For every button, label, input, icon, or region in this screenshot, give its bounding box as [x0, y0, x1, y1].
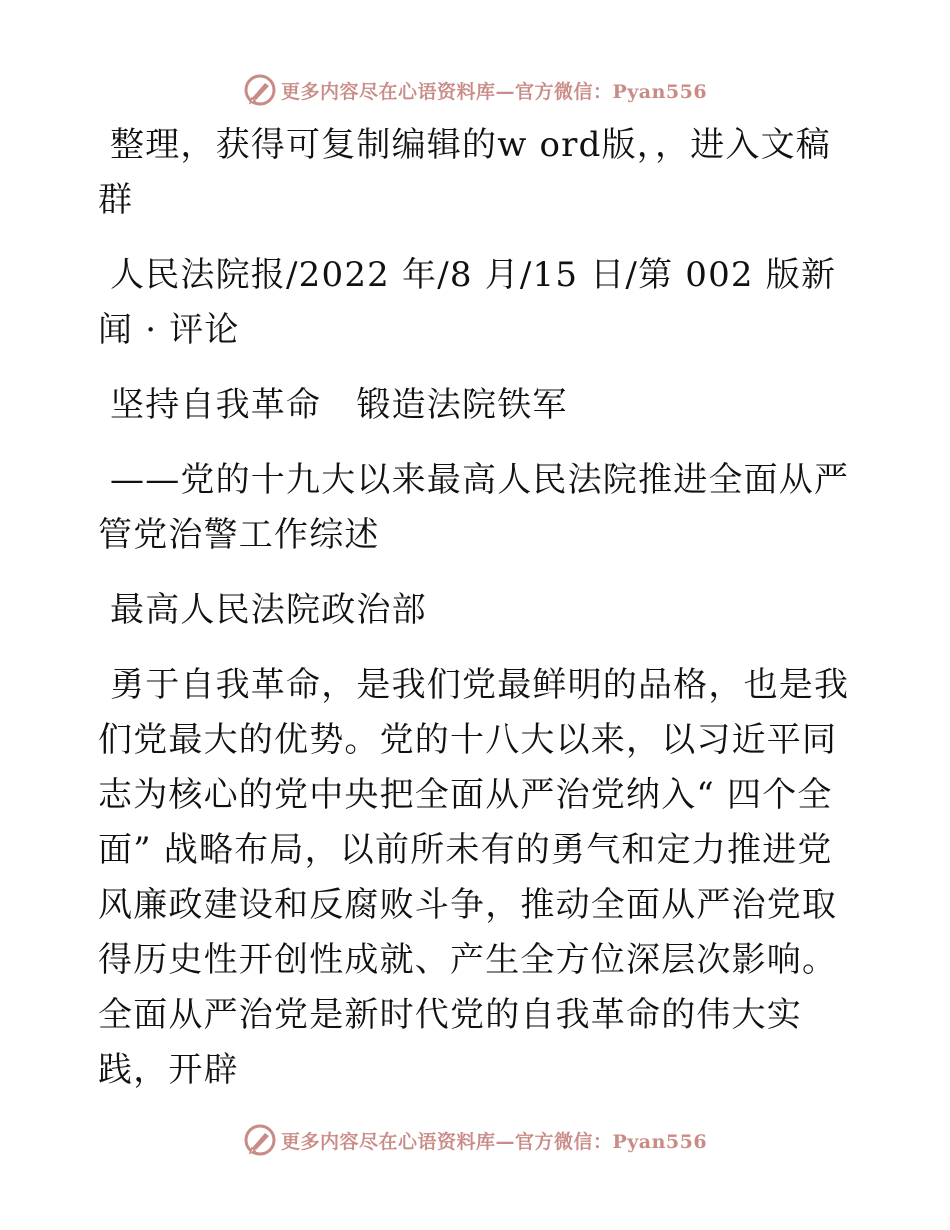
watermark-text: 更多内容尽在心语资料库—官方微信：Pyan556 [280, 1130, 708, 1153]
watermark-text: 更多内容尽在心语资料库—官方微信：Pyan556 [280, 80, 708, 103]
article-subtitle: ——党的十九大以来最高人民法院推进全面从严管党治警工作综述 [98, 460, 850, 555]
intro-note: 整理，获得可复制编辑的w ord版，，进入文稿群 [98, 125, 831, 220]
footer-watermark [0, 1120, 950, 1160]
header-watermark [0, 70, 950, 110]
pen-seal-logo-icon [243, 73, 277, 107]
article-author: 最高人民法院政治部 [110, 590, 427, 630]
source-line: 人民法院报/2022 年/8 月/15 日/第 002 版新闻 · 评论 [98, 255, 837, 350]
article-title: 坚持自我革命 锻造法院铁军 [110, 385, 568, 425]
article-body-paragraph: 勇于自我革命，是我们党最鲜明的品格，也是我们党最大的优势。党的十八大以来，以习近平同志为核心的党中央把全面从严治党纳入“ 四个全面” 战略布局，以前所未有的勇气和定力推进党风廉政建设和反腐败斗争，推动全面从严治党取得历史性开创性成就、产生全方位深层次影响。全面从严治党是新时代党的自我革命的伟大实践，开辟 [98, 665, 850, 1090]
pen-seal-logo-icon [243, 1123, 277, 1157]
document-body [98, 118, 858, 1118]
